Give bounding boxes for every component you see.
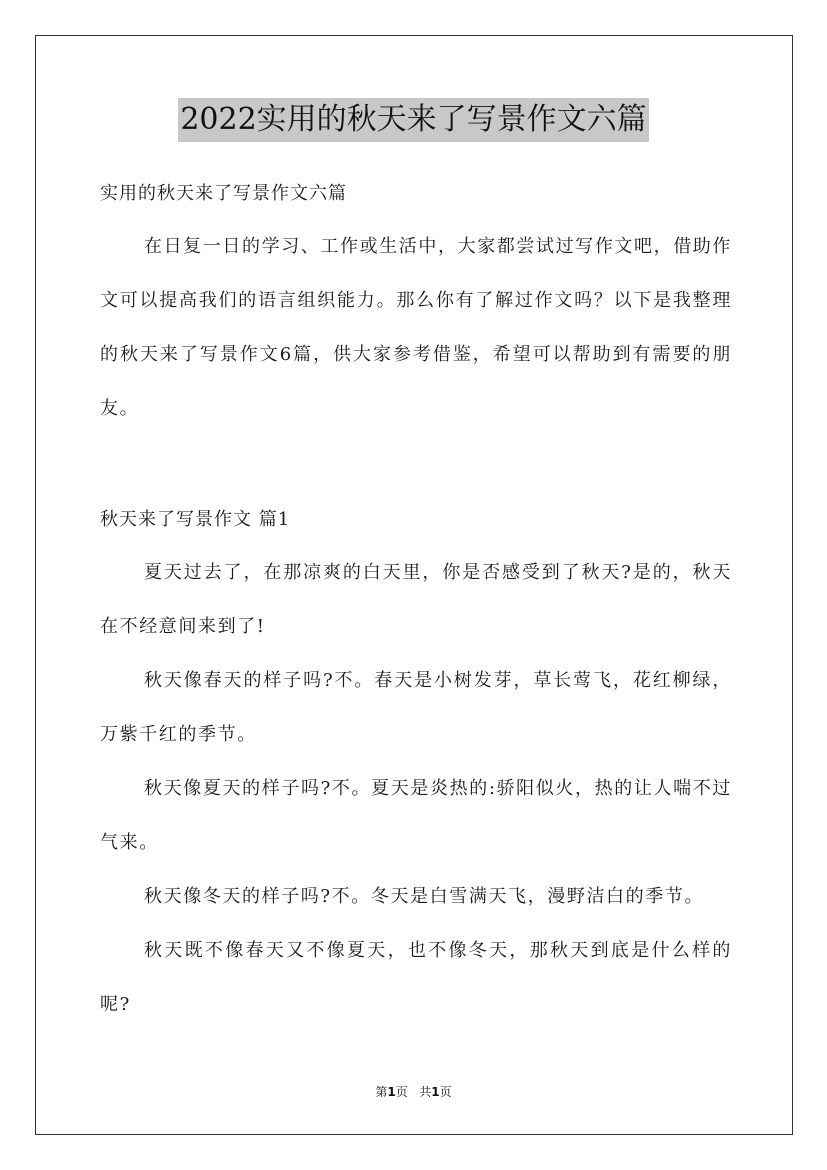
paragraph-3: 秋天像夏天的样子吗?不。夏天是炎热的:骄阳似火，热的让人喘不过气来。: [100, 778, 732, 853]
footer-mid: 页 共: [395, 1085, 432, 1099]
paragraph-4: 秋天像冬天的样子吗?不。冬天是白雪满天飞，漫野洁白的季节。: [144, 886, 705, 907]
title-container: [0, 98, 827, 142]
section-heading: 秋天来了写景作文 篇1: [100, 509, 291, 530]
footer-current-page: 1: [387, 1085, 396, 1099]
footer-total-pages: 1: [431, 1085, 440, 1099]
paragraph-1: 夏天过去了，在那凉爽的白天里，你是否感受到了秋天?是的，秋天在不经意间来到了!: [100, 562, 732, 637]
intro-paragraph: 在日复一日的学习、工作或生活中，大家都尝试过写作文吧，借助作文可以提高我们的语言组织能力。那么你有了解过作文吗？以下是我整理的秋天来了写景作文6篇，供大家参考借鉴，希望可以帮助到有需要的朋友。: [100, 236, 732, 419]
footer-prefix: 第: [375, 1085, 388, 1099]
paragraph-5: 秋天既不像春天又不像夏天，也不像冬天，那秋天到底是什么样的呢?: [100, 940, 732, 1015]
footer-suffix: 页: [439, 1085, 452, 1099]
document-title: 2022实用的秋天来了写景作文六篇: [178, 98, 648, 142]
document-subtitle: 实用的秋天来了写景作文六篇: [100, 183, 347, 204]
page-footer: [0, 1082, 827, 1102]
paragraph-2: 秋天像春天的样子吗?不。春天是小树发芽，草长莺飞，花红柳绿，万紫千红的季节。: [100, 670, 732, 745]
